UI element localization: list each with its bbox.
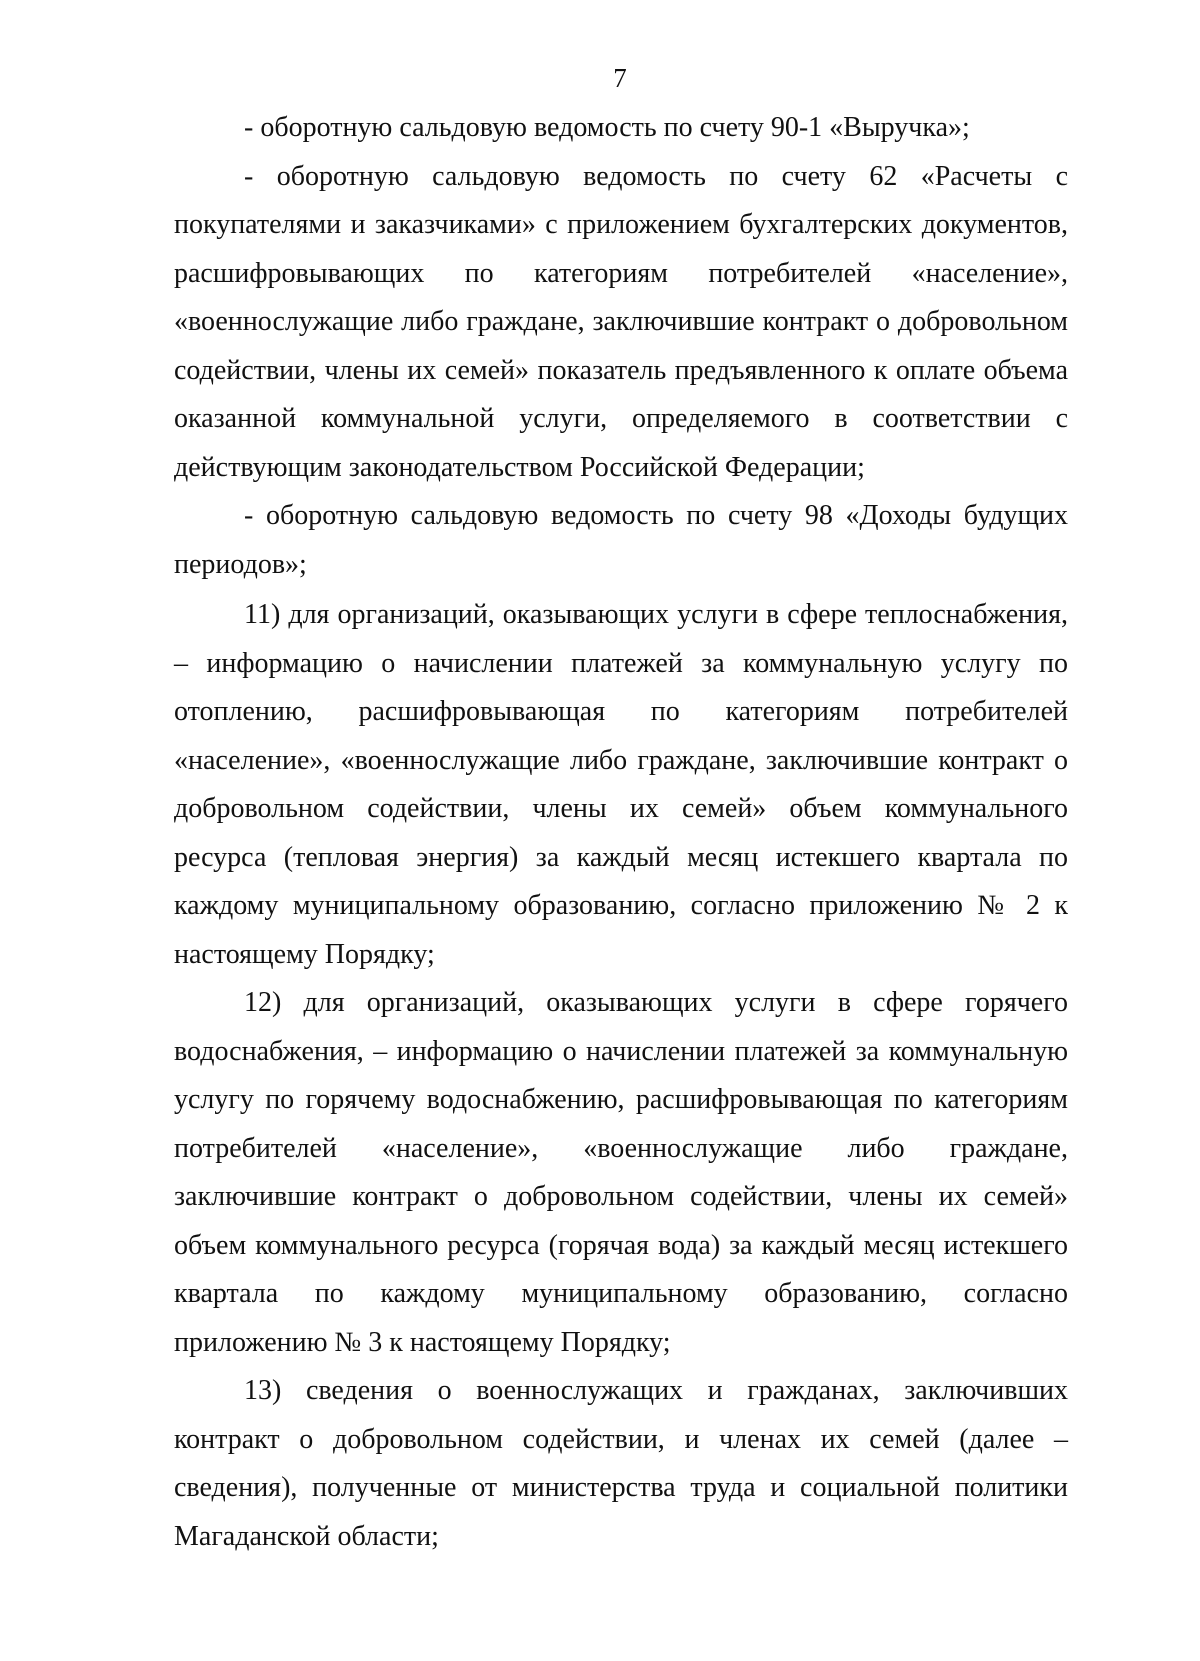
page-number: 7 (613, 63, 627, 93)
paragraph-account-98: - оборотную сальдовую ведомость по счету 98 «Доходы будущих периодов»; (174, 500, 1068, 580)
paragraph-item-11-heat-supply: 11) для организаций, оказывающих услуги в сфере теплоснабжения, – информацию о начислении платежей за коммунальную услугу по отоплению, расшифровывающая по категориям потребителей «население», «военнослужащие либо граждане, заключившие контракт о добровольном содействии, члены их семей» объем коммунального ресурса (тепловая энергия) за каждый месяц истекшего квартала по каждому муниципальному образованию, согласно приложению № 2 к настоящему Порядку; (174, 599, 1068, 970)
paragraph-item-13-servicemen-info: 13) сведения о военнослужащих и гражданах, заключивших контракт о добровольном содействии, и членах их семей (далее – сведения), полученные от министерства труда и социальной политики Магаданской области; (174, 1375, 1068, 1552)
document-body (174, 104, 1068, 1561)
paragraph-account-62: - оборотную сальдовую ведомость по счету 62 «Расчеты с покупателями и заказчиками» с приложением бухгалтерских документов, расшифровывающих по категориям потребителей «население», «военнослужащие либо граждане, заключившие контракт о добровольном содействии, члены их семей» показатель предъявленного к оплате объема оказанной коммунальной услуги, определяемого в соответствии с действующим законодательством Российской Федерации; (174, 160, 1068, 483)
paragraph-item-12-hot-water: 12) для организаций, оказывающих услуги в сфере горячего водоснабжения, – информацию о начислении платежей за коммунальную услугу по горячему водоснабжению, расшифровывающая по категориям потребителей «население», «военнослужащие либо граждане, заключившие контракт о добровольном содействии, члены их семей» объем коммунального ресурса (горячая вода) за каждый месяц истекшего квартала по каждому муниципальному образованию, согласно приложению № 3 к настоящему Порядку; (174, 987, 1068, 1358)
paragraph-account-90-1: - оборотную сальдовую ведомость по счету 90-1 «Выручка»; (244, 112, 970, 143)
